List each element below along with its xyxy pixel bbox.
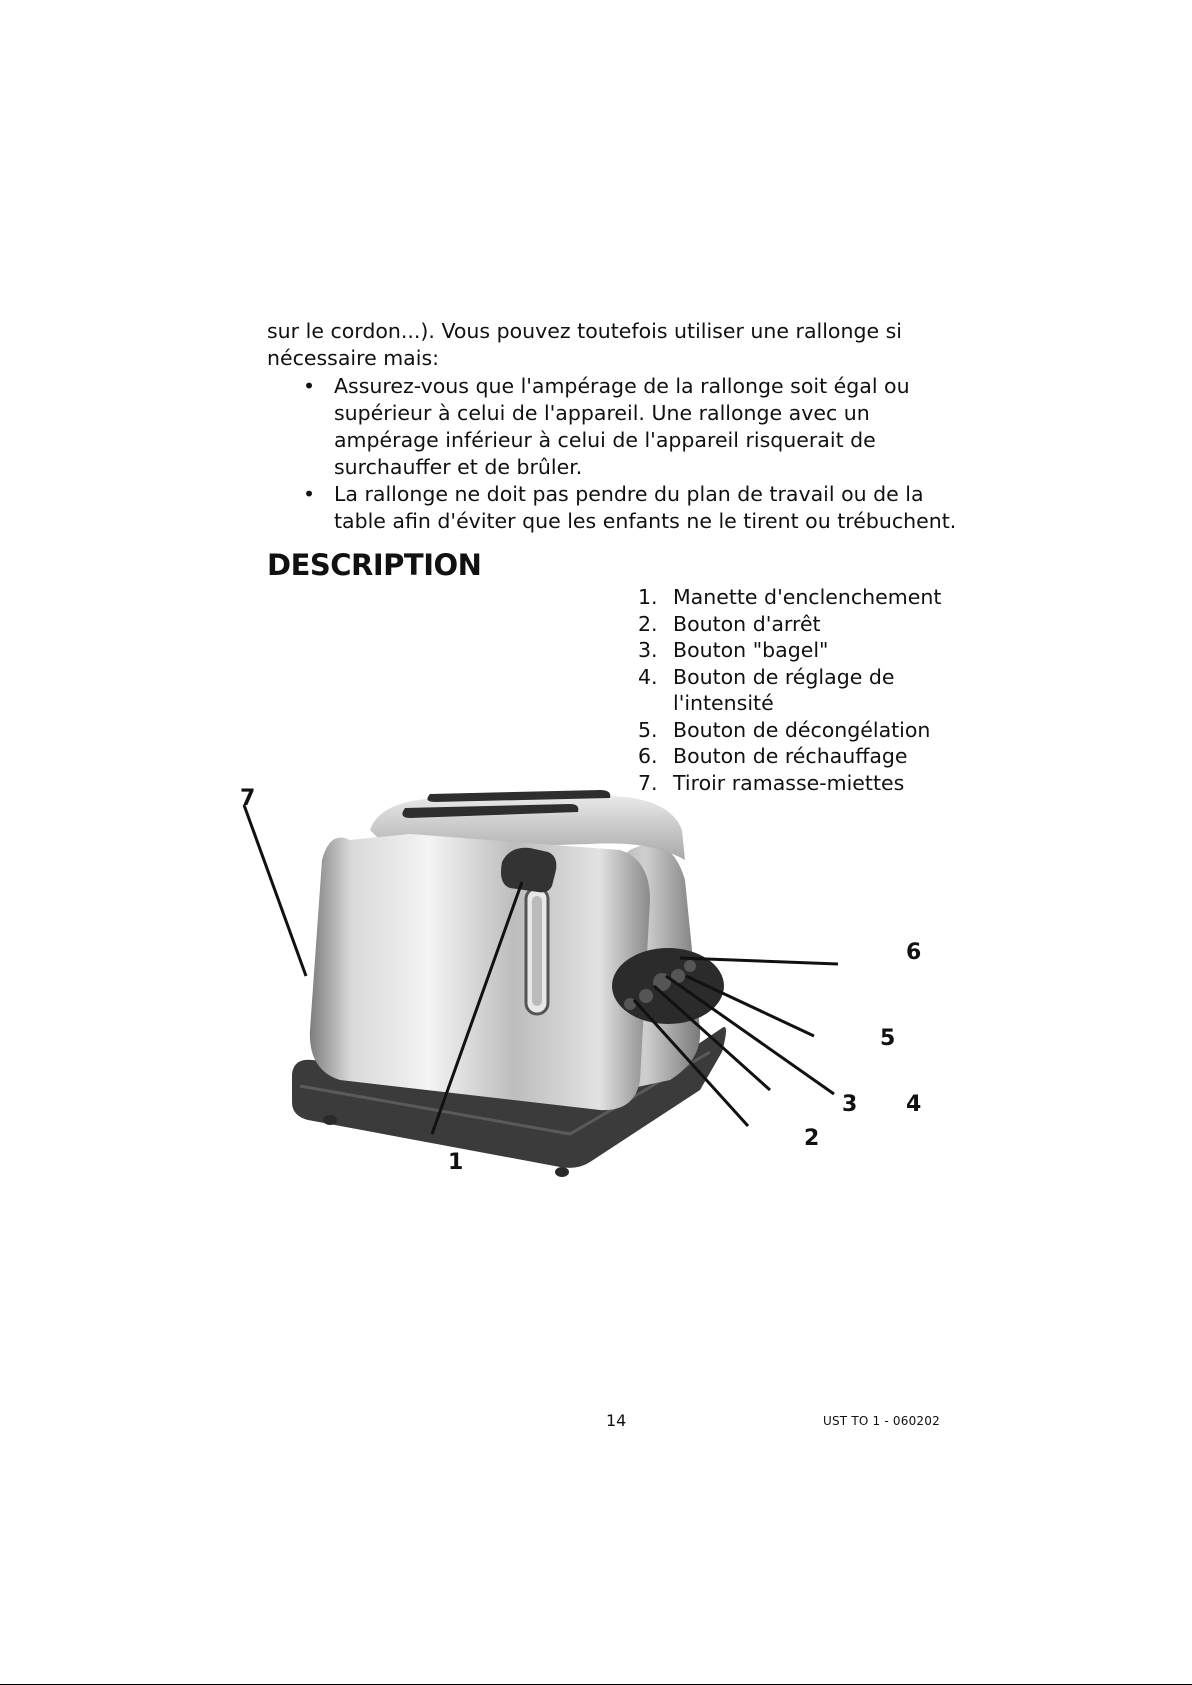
part-label: Manette d'enclenchement [673, 585, 942, 609]
part-label: Bouton de réchauffage [673, 744, 908, 768]
part-number: 6. [638, 744, 658, 768]
callout-6: 6 [906, 940, 922, 965]
part-number: 2. [638, 611, 658, 636]
callout-2: 2 [804, 1126, 820, 1151]
document-code: UST TO 1 - 060202 [823, 1414, 940, 1428]
list-item [638, 717, 978, 744]
part-number: 3. [638, 638, 658, 662]
section-title: DESCRIPTION [267, 548, 482, 582]
bullet-icon: • [303, 482, 316, 506]
part-number: 4. [638, 664, 658, 689]
parts-list [638, 584, 978, 796]
part-number: 5. [638, 717, 658, 742]
list-item [638, 584, 978, 611]
list-item [638, 637, 978, 664]
list-item [638, 664, 978, 717]
callout-5: 5 [880, 1026, 896, 1051]
part-number: 1. [638, 585, 658, 609]
list-item [267, 481, 957, 535]
callout-7: 7 [240, 786, 256, 811]
bullet-text: Assurez-vous que l'ampérage de la rallonge soit égal ou supérieur à celui de l'appareil. Une rallonge avec un ampérage inférieur à celui de l'appareil risquerait de surchauffer et de brûler. [334, 374, 910, 479]
part-label: Bouton de réglage de l'intensité [673, 664, 895, 715]
part-label: Bouton "bagel" [673, 638, 829, 662]
intro-paragraph: sur le cordon...). Vous pouvez toutefois utiliser une rallonge si nécessaire mais: [267, 319, 902, 370]
callout-1: 1 [448, 1150, 464, 1175]
part-label: Bouton d'arrêt [673, 611, 821, 636]
list-item [638, 743, 978, 770]
list-item [267, 373, 957, 481]
page-number: 14 [606, 1411, 627, 1430]
callout-4: 4 [906, 1092, 922, 1117]
bullet-icon: • [303, 374, 316, 398]
callout-3: 3 [842, 1092, 858, 1117]
toaster-figure [230, 786, 940, 1250]
list-item [638, 611, 978, 638]
part-number: 7. [638, 770, 658, 795]
bullet-list [267, 373, 957, 535]
toaster-illustration [230, 790, 940, 1250]
part-label: Bouton de décongélation [673, 717, 931, 742]
part-label: Tiroir ramasse-miettes [673, 770, 905, 795]
bullet-text: La rallonge ne doit pas pendre du plan de travail ou de la table afin d'éviter que les enfants ne le tirent ou trébuchent. [334, 482, 957, 533]
